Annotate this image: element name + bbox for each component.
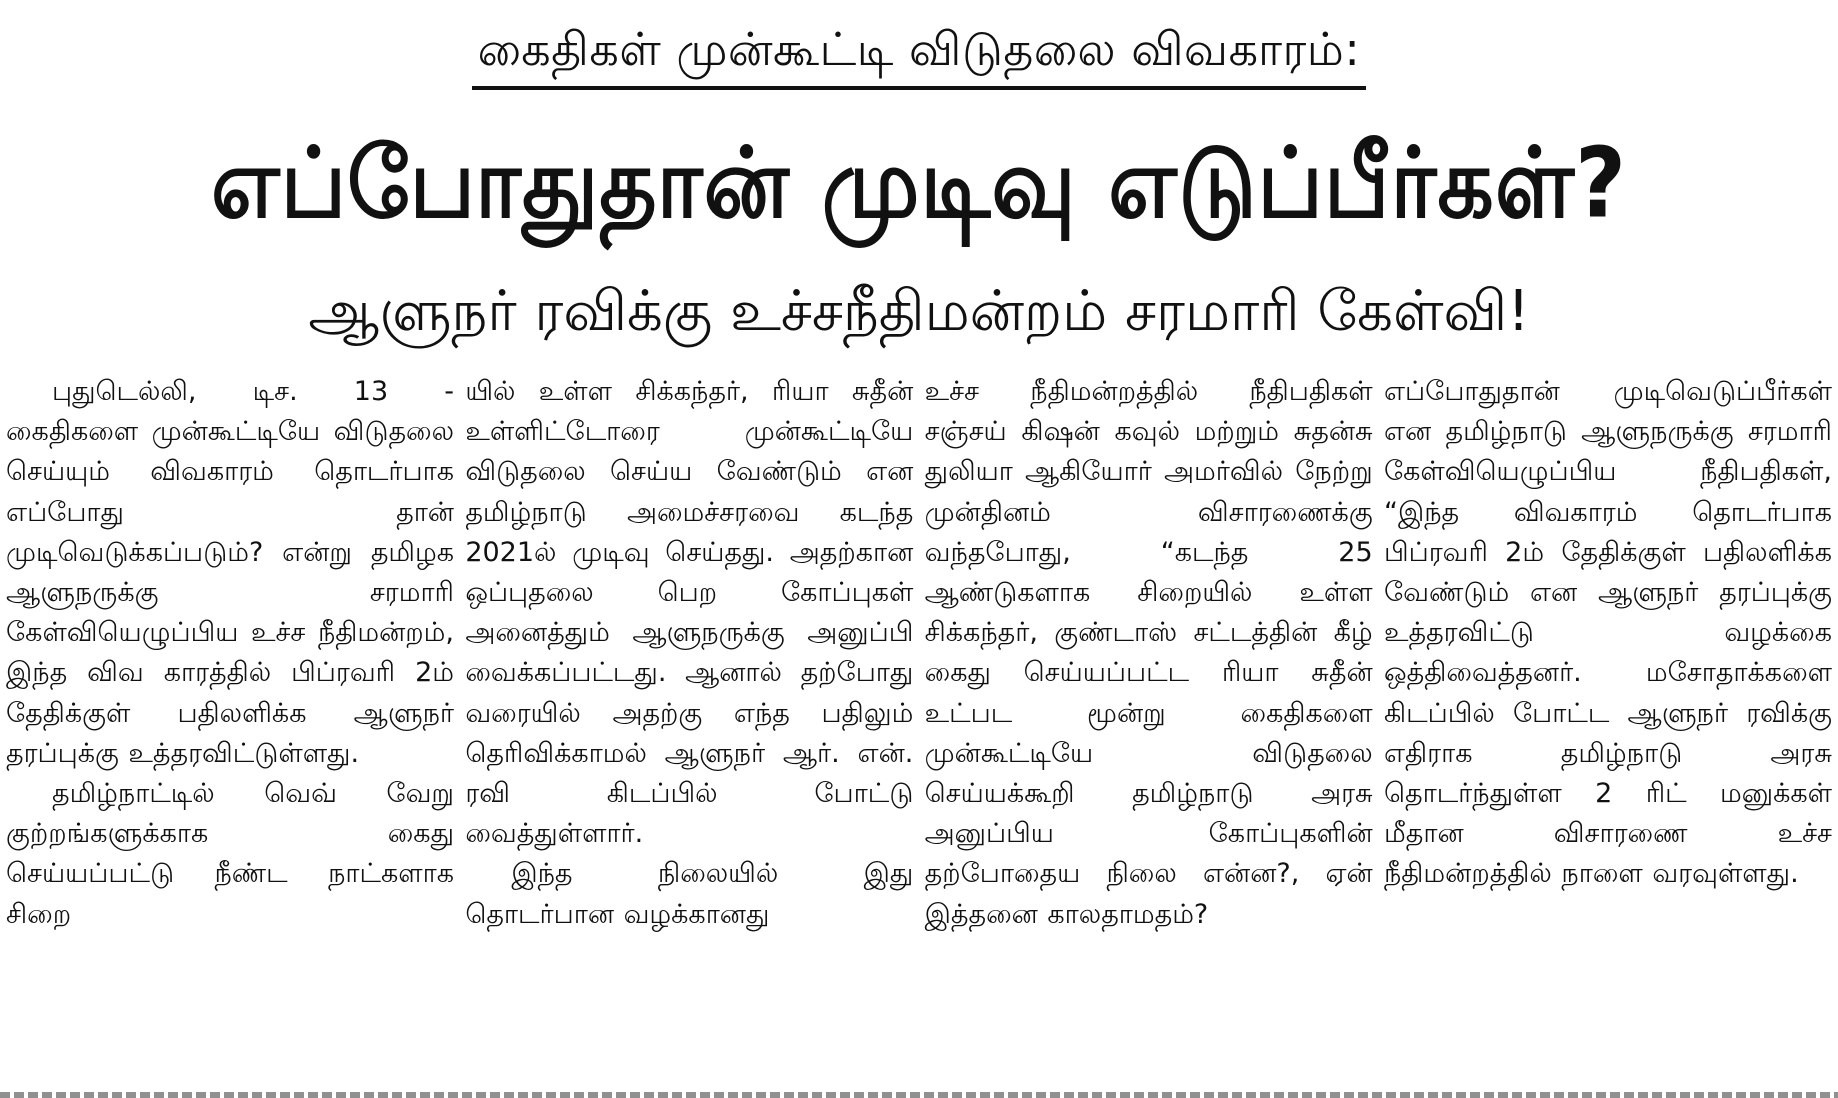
paragraph: புதுடெல்லி, டிச. 13 - கைதிகளை முன்கூட்டியே விடுதலை செய்யும் விவகாரம் தொடர்பாக எப்போது தான் முடிவெடுக்கப்படும்? என்று தமிழக ஆளுநருக்கு சரமாரி கேள்வியெழுப்பிய உச்ச நீதிமன்றம், இந்த விவ காரத்தில் பிப்ரவரி 2ம் தேதிக்குள் பதிலளிக்க ஆளுநர் தரப்புக்கு உத்தரவிட்டுள்ளது. <box>6 376 454 769</box>
paragraph: உச்ச நீதிமன்றத்தில் நீதிபதிகள் சஞ்சய் கிஷன் கவுல் மற்றும் சுதன்சு துலியா ஆகியோர் அமர்வில் நேற்று முன்தினம் விசாரணைக்கு வந்தபோது, “கடந்த 25 ஆண்டுகளாக சிறையில் உள்ள சிக்கந்தர், குண்டாஸ் சட்டத்தின் கீழ் கைது செய்யப்பட்ட ரியா சுதீன் உட்பட மூன்று கைதிகளை முன்கூட்டியே விடுதலை செய்யக்கூறி தமிழ்நாடு அரசு அனுப்பிய கோப்புகளின் தற்போதைய நிலை என்ன?, ஏன் இத்தனை காலதாமதம்? <box>924 376 1373 930</box>
bottom-divider <box>0 1092 1838 1098</box>
article-column-3 <box>925 372 1373 1088</box>
paragraph: இந்த நிலையில் இது தொடர்பான வழக்கானது <box>465 858 914 930</box>
paragraph: யில் உள்ள சிக்கந்தர், ரியா சுதீன் உள்ளிட்டோரை முன்கூட்டியே விடுதலை செய்ய வேண்டும் என தமிழ்நாடு அமைச்சரவை கடந்த 2021ல் முடிவு செய்தது. அதற்கான ஒப்புதலை பெற கோப்புகள் அனைத்தும் ஆளுநருக்கு அனுப்பி வைக்கப்பட்டது. ஆனால் தற்போது வரையில் அதற்கு எந்த பதிலும் தெரிவிக்காமல் ஆளுநர் ஆர். என். ரவி கிடப்பில் போட்டு வைத்துள்ளார். <box>465 376 914 850</box>
article-column-1 <box>6 372 454 1088</box>
article-body <box>6 372 1832 1088</box>
main-headline: எப்போதுதான் முடிவு எடுப்பீர்கள்? <box>210 126 1628 240</box>
paragraph: தமிழ்நாட்டில் வெவ் வேறு குற்றங்களுக்காக கைது செய்யப்பட்டு நீண்ட நாட்களாக சிறை <box>6 778 454 930</box>
sub-headline: ஆளுநர் ரவிக்கு உச்சநீதிமன்றம் சரமாரி கேள்வி! <box>308 279 1530 344</box>
paragraph: எப்போதுதான் முடிவெடுப்பீர்கள் என தமிழ்நாடு ஆளுநருக்கு சரமாரி கேள்வியெழுப்பிய நீதிபதிகள், “இந்த விவகாரம் தொடர்பாக பிப்ரவரி 2ம் தேதிக்குள் பதிலளிக்க வேண்டும் என ஆளுநர் தரப்புக்கு உத்தரவிட்டு வழக்கை ஒத்திவைத்தனர். மசோதாக்களை கிடப்பில் போட்ட ஆளுநர் ரவிக்கு எதிராக தமிழ்நாடு அரசு தொடர்ந்துள்ள 2 ரிட் மனுக்கள் மீதான விசாரணை உச்ச நீதிமன்றத்தில் நாளை வரவுள்ளது. <box>1383 376 1832 890</box>
kicker-container <box>0 14 1838 90</box>
kicker-headline: கைதிகள் முன்கூட்டி விடுதலை விவகாரம்: <box>472 14 1367 90</box>
article-column-4 <box>1384 372 1832 1088</box>
article-column-2 <box>465 372 913 1088</box>
